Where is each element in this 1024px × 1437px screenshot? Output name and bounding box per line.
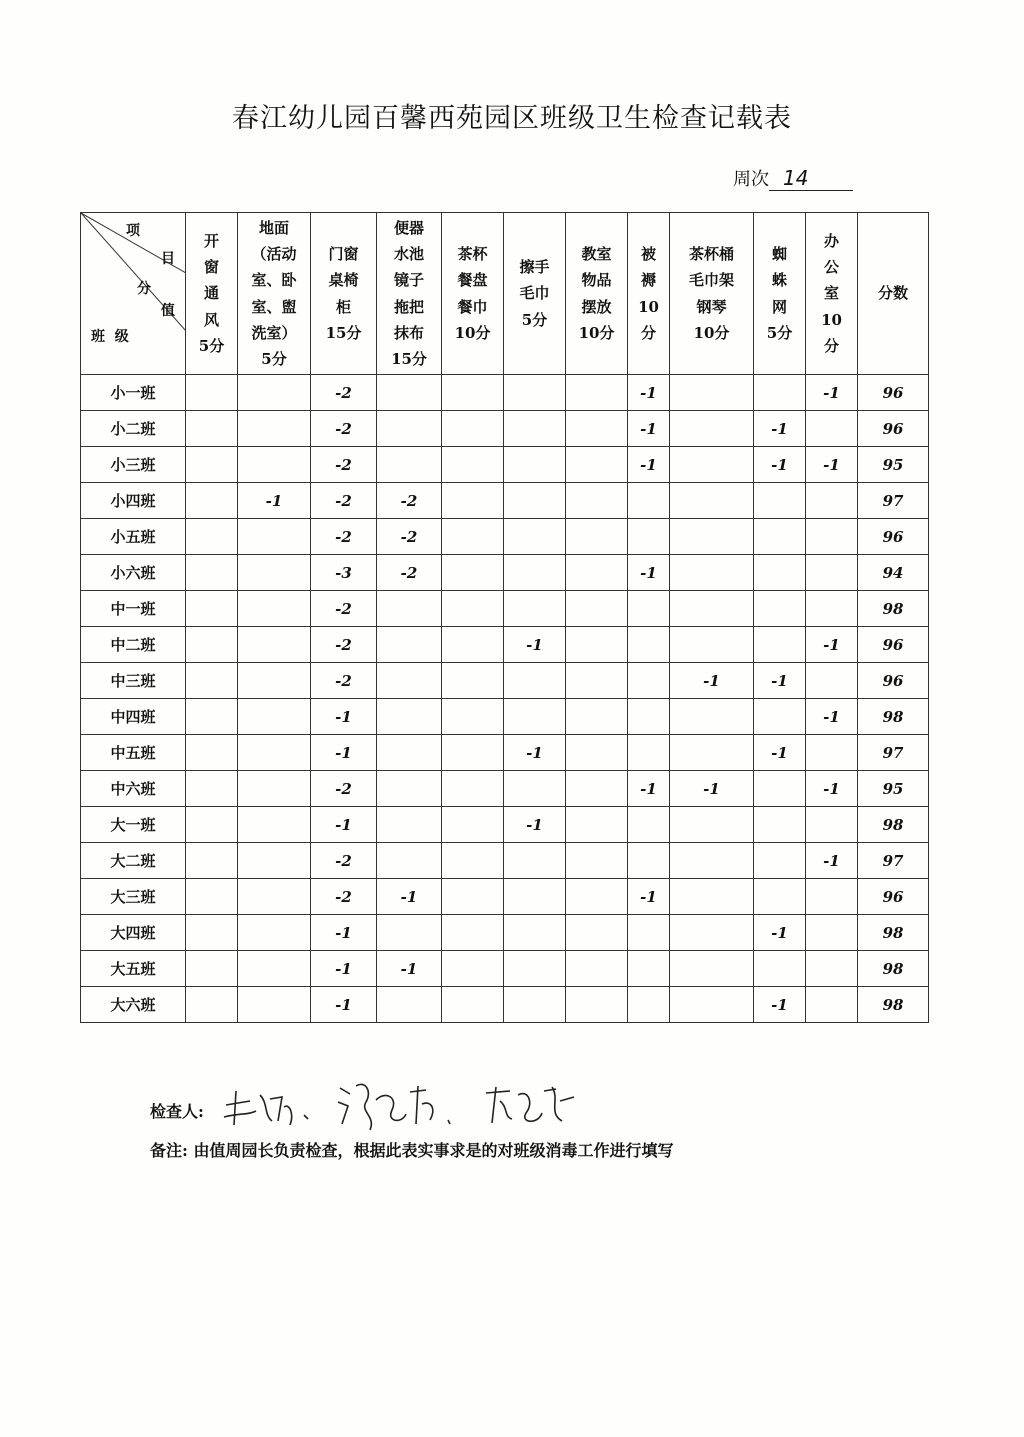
- deduction-cell: [186, 699, 238, 735]
- deduction-cell: [442, 591, 504, 627]
- deduction-cell: [670, 519, 754, 555]
- deduction-cell: [442, 483, 504, 519]
- class-name-cell: 小四班: [81, 483, 186, 519]
- deduction-cell: [670, 879, 754, 915]
- deduction-cell: [504, 591, 566, 627]
- corner-label-class: 班 级: [91, 329, 129, 345]
- deduction-cell: [670, 627, 754, 663]
- deduction-cell: -1: [670, 771, 754, 807]
- deduction-cell: [377, 699, 442, 735]
- score-cell: 96: [858, 411, 929, 447]
- deduction-cell: [238, 555, 311, 591]
- week-label: 周次: [733, 169, 769, 190]
- deduction-cell: -2: [311, 375, 377, 411]
- header-cell: 茶杯 餐盘 餐巾 10分: [442, 213, 504, 375]
- deduction-cell: [504, 447, 566, 483]
- class-name-cell: 中二班: [81, 627, 186, 663]
- deduction-cell: [186, 447, 238, 483]
- table-row: [81, 663, 929, 699]
- deduction-cell: [377, 735, 442, 771]
- deduction-cell: -2: [311, 591, 377, 627]
- table-row: [81, 375, 929, 411]
- class-name-cell: 大三班: [81, 879, 186, 915]
- deduction-cell: [442, 519, 504, 555]
- table-row: [81, 699, 929, 735]
- deduction-cell: -1: [311, 807, 377, 843]
- deduction-cell: [670, 699, 754, 735]
- deduction-cell: [238, 771, 311, 807]
- deduction-cell: [670, 735, 754, 771]
- deduction-cell: [186, 555, 238, 591]
- deduction-cell: [504, 915, 566, 951]
- inspection-table: [80, 212, 929, 1023]
- class-name-cell: 中三班: [81, 663, 186, 699]
- class-name-cell: 大五班: [81, 951, 186, 987]
- table-row: [81, 987, 929, 1023]
- deduction-cell: [377, 771, 442, 807]
- deduction-cell: -1: [311, 699, 377, 735]
- score-cell: 98: [858, 699, 929, 735]
- signature-1: [220, 1085, 320, 1135]
- deduction-cell: [566, 411, 628, 447]
- deduction-cell: [504, 771, 566, 807]
- deduction-cell: [186, 735, 238, 771]
- handwritten-signature-3: [482, 1083, 582, 1133]
- deduction-cell: [377, 447, 442, 483]
- deduction-cell: [377, 627, 442, 663]
- table-row: [81, 915, 929, 951]
- deduction-cell: [670, 951, 754, 987]
- header-cell: 教室 物品 摆放 10分: [566, 213, 628, 375]
- class-name-cell: 大二班: [81, 843, 186, 879]
- header-cell: 开 窗 通 风 5分: [186, 213, 238, 375]
- inspectors-label: 检查人:: [150, 1101, 204, 1121]
- deduction-cell: [806, 483, 858, 519]
- deduction-cell: [754, 555, 806, 591]
- deduction-cell: [566, 807, 628, 843]
- score-header-cell: 分数: [858, 213, 929, 375]
- score-cell: 96: [858, 627, 929, 663]
- deduction-cell: -2: [311, 843, 377, 879]
- deduction-cell: [754, 699, 806, 735]
- deduction-cell: -1: [311, 951, 377, 987]
- deduction-cell: -3: [311, 555, 377, 591]
- score-cell: 97: [858, 483, 929, 519]
- corner-header-cell: [81, 213, 186, 375]
- score-cell: 98: [858, 807, 929, 843]
- deduction-cell: [754, 807, 806, 843]
- deduction-cell: -1: [377, 951, 442, 987]
- score-cell: 98: [858, 951, 929, 987]
- score-cell: 95: [858, 771, 929, 807]
- table-row: [81, 879, 929, 915]
- deduction-cell: [504, 375, 566, 411]
- deduction-cell: [186, 591, 238, 627]
- deduction-cell: [670, 411, 754, 447]
- deduction-cell: [377, 915, 442, 951]
- deduction-cell: [442, 663, 504, 699]
- deduction-cell: -2: [311, 663, 377, 699]
- deduction-cell: [442, 987, 504, 1023]
- deduction-cell: [566, 771, 628, 807]
- deduction-cell: [754, 591, 806, 627]
- header-row: [81, 213, 929, 375]
- deduction-cell: [504, 879, 566, 915]
- deduction-cell: [504, 519, 566, 555]
- deduction-cell: [377, 807, 442, 843]
- deduction-cell: [238, 807, 311, 843]
- deduction-cell: [238, 411, 311, 447]
- deduction-cell: [442, 915, 504, 951]
- deduction-cell: [186, 771, 238, 807]
- deduction-cell: [377, 375, 442, 411]
- score-cell: 95: [858, 447, 929, 483]
- deduction-cell: [628, 951, 670, 987]
- deduction-cell: [238, 915, 311, 951]
- deduction-cell: [566, 591, 628, 627]
- class-name-cell: 大一班: [81, 807, 186, 843]
- deduction-cell: -1: [754, 987, 806, 1023]
- score-cell: 98: [858, 591, 929, 627]
- deduction-cell: [186, 519, 238, 555]
- class-name-cell: 中六班: [81, 771, 186, 807]
- header-cell: 便器 水池 镜子 拖把 抹布 15分: [377, 213, 442, 375]
- signature-2: [336, 1080, 466, 1140]
- table-row: [81, 519, 929, 555]
- deduction-cell: [670, 375, 754, 411]
- deduction-cell: -1: [806, 627, 858, 663]
- deduction-cell: -1: [311, 915, 377, 951]
- deduction-cell: -1: [754, 663, 806, 699]
- deduction-cell: [238, 843, 311, 879]
- deduction-cell: -1: [806, 771, 858, 807]
- handwritten-signature-1: [220, 1085, 320, 1131]
- deduction-cell: [566, 627, 628, 663]
- deduction-cell: -1: [377, 879, 442, 915]
- deduction-cell: [504, 663, 566, 699]
- deduction-cell: [566, 555, 628, 591]
- deduction-cell: [377, 591, 442, 627]
- header-cell: 蜘 蛛 网 5分: [754, 213, 806, 375]
- deduction-cell: -1: [628, 411, 670, 447]
- class-name-cell: 大六班: [81, 987, 186, 1023]
- deduction-cell: [670, 915, 754, 951]
- deduction-cell: [566, 375, 628, 411]
- deduction-cell: [670, 555, 754, 591]
- deduction-cell: -1: [504, 735, 566, 771]
- deduction-cell: [806, 987, 858, 1023]
- deduction-cell: -2: [311, 411, 377, 447]
- deduction-cell: [806, 807, 858, 843]
- class-name-cell: 小二班: [81, 411, 186, 447]
- deduction-cell: [628, 699, 670, 735]
- deduction-cell: [442, 951, 504, 987]
- deduction-cell: -2: [311, 519, 377, 555]
- deduction-cell: [377, 843, 442, 879]
- score-cell: 96: [858, 519, 929, 555]
- score-cell: 96: [858, 879, 929, 915]
- week-field: [733, 165, 853, 191]
- deduction-cell: [566, 699, 628, 735]
- header-cell: 地面 （活动 室、卧 室、盥 洗室） 5分: [238, 213, 311, 375]
- corner-label-fen: 分: [137, 281, 151, 297]
- deduction-cell: [754, 771, 806, 807]
- deduction-cell: -1: [754, 735, 806, 771]
- deduction-cell: -1: [628, 771, 670, 807]
- deduction-cell: -1: [806, 375, 858, 411]
- deduction-cell: [566, 663, 628, 699]
- deduction-cell: -1: [238, 483, 311, 519]
- deduction-cell: [504, 843, 566, 879]
- deduction-cell: [186, 951, 238, 987]
- deduction-cell: -1: [670, 663, 754, 699]
- deduction-cell: [186, 375, 238, 411]
- header-cell: 办 公 室 10 分: [806, 213, 858, 375]
- deduction-cell: [238, 987, 311, 1023]
- table-body: [81, 375, 929, 1023]
- deduction-cell: [806, 735, 858, 771]
- deduction-cell: [754, 843, 806, 879]
- handwritten-signature-2: [336, 1080, 466, 1136]
- class-name-cell: 中五班: [81, 735, 186, 771]
- table-row: [81, 735, 929, 771]
- deduction-cell: [806, 879, 858, 915]
- deduction-cell: [377, 987, 442, 1023]
- class-name-cell: 小一班: [81, 375, 186, 411]
- deduction-cell: [806, 591, 858, 627]
- deduction-cell: [186, 627, 238, 663]
- deduction-cell: [806, 411, 858, 447]
- deduction-cell: [442, 771, 504, 807]
- deduction-cell: -1: [628, 879, 670, 915]
- deduction-cell: [754, 375, 806, 411]
- deduction-cell: [238, 627, 311, 663]
- deduction-cell: [566, 735, 628, 771]
- deduction-cell: -1: [754, 915, 806, 951]
- deduction-cell: -1: [754, 447, 806, 483]
- table-row: [81, 771, 929, 807]
- deduction-cell: [504, 699, 566, 735]
- deduction-cell: [442, 807, 504, 843]
- deduction-cell: [670, 447, 754, 483]
- deduction-cell: [504, 411, 566, 447]
- header-cell: 门窗 桌椅 柜 15分: [311, 213, 377, 375]
- score-cell: 97: [858, 843, 929, 879]
- deduction-cell: [670, 591, 754, 627]
- deduction-cell: [442, 879, 504, 915]
- deduction-cell: -2: [311, 447, 377, 483]
- table-row: [81, 843, 929, 879]
- deduction-cell: [628, 591, 670, 627]
- inspectors-line: [150, 1080, 582, 1140]
- deduction-cell: [806, 555, 858, 591]
- score-cell: 94: [858, 555, 929, 591]
- class-name-cell: 小六班: [81, 555, 186, 591]
- deduction-cell: [754, 879, 806, 915]
- deduction-cell: [442, 699, 504, 735]
- table-row: [81, 483, 929, 519]
- deduction-cell: [806, 663, 858, 699]
- deduction-cell: [628, 915, 670, 951]
- table-row: [81, 591, 929, 627]
- corner-label-eye: 目: [161, 251, 175, 267]
- deduction-cell: [238, 699, 311, 735]
- table-row: [81, 627, 929, 663]
- deduction-cell: [754, 627, 806, 663]
- deduction-cell: -1: [628, 555, 670, 591]
- deduction-cell: -2: [311, 483, 377, 519]
- deduction-cell: [186, 663, 238, 699]
- deduction-cell: [754, 519, 806, 555]
- deduction-cell: [504, 987, 566, 1023]
- page-title: 春江幼儿园百馨西苑园区班级卫生检查记载表: [232, 103, 792, 134]
- deduction-cell: [504, 555, 566, 591]
- deduction-cell: [442, 375, 504, 411]
- deduction-cell: -2: [377, 519, 442, 555]
- deduction-cell: [442, 843, 504, 879]
- deduction-cell: [442, 555, 504, 591]
- deduction-cell: [628, 483, 670, 519]
- deduction-cell: [238, 591, 311, 627]
- deduction-cell: -2: [311, 771, 377, 807]
- deduction-cell: -2: [311, 879, 377, 915]
- table-row: [81, 807, 929, 843]
- deduction-cell: [186, 411, 238, 447]
- signature-3: [482, 1083, 582, 1137]
- header-cell: 擦手 毛巾 5分: [504, 213, 566, 375]
- deduction-cell: [186, 807, 238, 843]
- deduction-cell: [238, 375, 311, 411]
- deduction-cell: [238, 735, 311, 771]
- deduction-cell: -1: [806, 843, 858, 879]
- deduction-cell: [670, 483, 754, 519]
- score-cell: 97: [858, 735, 929, 771]
- table-row: [81, 555, 929, 591]
- deduction-cell: [442, 447, 504, 483]
- deduction-cell: [806, 915, 858, 951]
- deduction-cell: -1: [754, 411, 806, 447]
- deduction-cell: [504, 951, 566, 987]
- deduction-cell: [806, 951, 858, 987]
- deduction-cell: [566, 951, 628, 987]
- score-cell: 96: [858, 375, 929, 411]
- deduction-cell: [566, 915, 628, 951]
- deduction-cell: [670, 807, 754, 843]
- header-cell: 茶杯桶 毛巾架 钢琴 10分: [670, 213, 754, 375]
- deduction-cell: [238, 879, 311, 915]
- header-cell: 被 褥 10 分: [628, 213, 670, 375]
- deduction-cell: [238, 519, 311, 555]
- deduction-cell: [628, 807, 670, 843]
- deduction-cell: -1: [806, 447, 858, 483]
- deduction-cell: [754, 483, 806, 519]
- deduction-cell: [628, 519, 670, 555]
- score-cell: 96: [858, 663, 929, 699]
- deduction-cell: -1: [504, 627, 566, 663]
- deduction-cell: [186, 915, 238, 951]
- deduction-cell: -1: [311, 735, 377, 771]
- deduction-cell: [670, 987, 754, 1023]
- deduction-cell: [566, 843, 628, 879]
- table-row: [81, 447, 929, 483]
- deduction-cell: [186, 987, 238, 1023]
- class-name-cell: 中四班: [81, 699, 186, 735]
- deduction-cell: -1: [806, 699, 858, 735]
- deduction-cell: [566, 519, 628, 555]
- deduction-cell: [670, 843, 754, 879]
- deduction-cell: [238, 447, 311, 483]
- deduction-cell: -1: [504, 807, 566, 843]
- deduction-cell: [566, 447, 628, 483]
- deduction-cell: [442, 627, 504, 663]
- deduction-cell: [238, 951, 311, 987]
- corner-label-zhi: 值: [161, 303, 175, 319]
- class-name-cell: 小五班: [81, 519, 186, 555]
- corner-label-item: 项: [126, 223, 140, 239]
- score-cell: 98: [858, 987, 929, 1023]
- deduction-cell: -1: [628, 375, 670, 411]
- deduction-cell: [566, 879, 628, 915]
- deduction-cell: [754, 951, 806, 987]
- deduction-cell: [442, 735, 504, 771]
- deduction-cell: [566, 483, 628, 519]
- deduction-cell: -1: [311, 987, 377, 1023]
- deduction-cell: [806, 519, 858, 555]
- deduction-cell: -2: [377, 555, 442, 591]
- deduction-cell: [628, 663, 670, 699]
- deduction-cell: [628, 735, 670, 771]
- deduction-cell: -2: [377, 483, 442, 519]
- class-name-cell: 大四班: [81, 915, 186, 951]
- table-row: [81, 951, 929, 987]
- deduction-cell: [186, 843, 238, 879]
- deduction-cell: [238, 663, 311, 699]
- deduction-cell: -1: [628, 447, 670, 483]
- deduction-cell: [566, 987, 628, 1023]
- deduction-cell: [442, 411, 504, 447]
- deduction-cell: [628, 843, 670, 879]
- deduction-cell: [377, 411, 442, 447]
- table-row: [81, 411, 929, 447]
- score-cell: 98: [858, 915, 929, 951]
- deduction-cell: [504, 483, 566, 519]
- note-text: 备注: 由值周园长负责检查，根据此表实事求是的对班级消毒工作进行填写: [150, 1141, 674, 1160]
- week-value: 14: [769, 166, 853, 191]
- deduction-cell: [628, 987, 670, 1023]
- deduction-cell: -2: [311, 627, 377, 663]
- deduction-cell: [628, 627, 670, 663]
- class-name-cell: 中一班: [81, 591, 186, 627]
- deduction-cell: [377, 663, 442, 699]
- deduction-cell: [186, 483, 238, 519]
- deduction-cell: [186, 879, 238, 915]
- class-name-cell: 小三班: [81, 447, 186, 483]
